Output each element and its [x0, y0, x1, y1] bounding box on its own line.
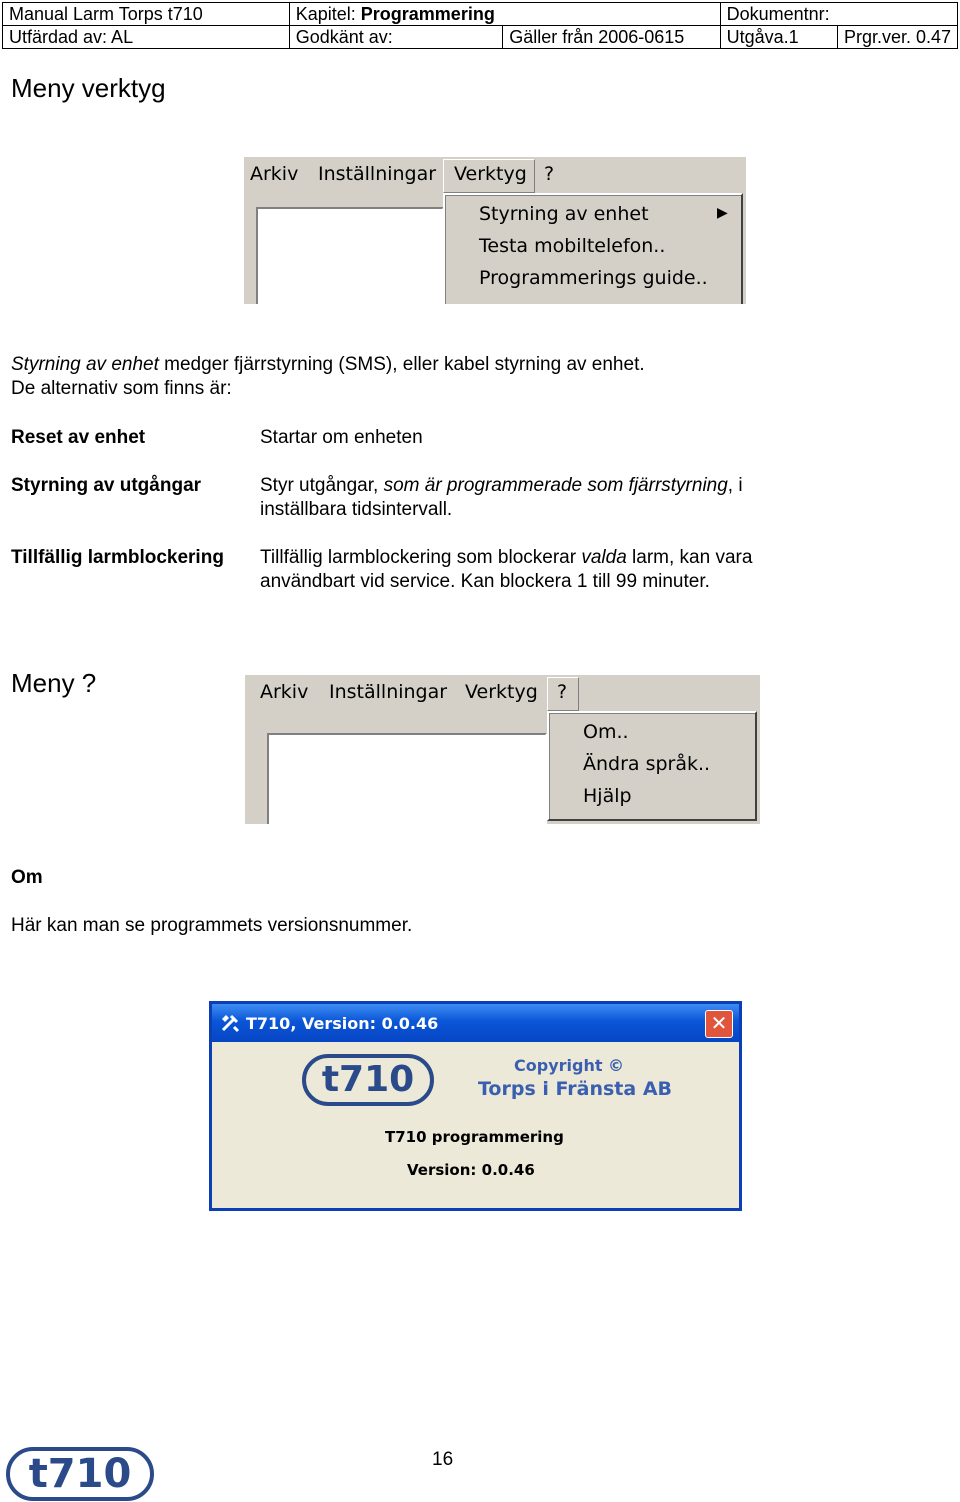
tools-icon — [220, 1013, 240, 1033]
desc-blocking-line2: användbart vid service. Kan blockera 1 till 99 minuter. — [260, 571, 710, 592]
valid-from: Gäller från 2006-0615 — [503, 26, 720, 49]
page-number: 16 — [432, 1449, 454, 1470]
desc-blocking-italic: valda — [581, 547, 627, 568]
program-name: T710 programmering — [385, 1128, 564, 1146]
footer-logo: t710 — [6, 1447, 154, 1501]
issued-by: Utfärdad av: AL — [3, 26, 290, 49]
content-area-2 — [267, 733, 547, 824]
menu-item-om[interactable]: Om.. — [583, 721, 629, 743]
company-name: Torps i Fränsta AB — [478, 1078, 673, 1100]
menu-arkiv[interactable]: Arkiv — [250, 163, 299, 185]
menu-verktyg[interactable]: Verktyg — [454, 163, 527, 185]
program-version: Prgr.ver. 0.47 — [837, 26, 957, 49]
desc-blocking-line1 — [260, 546, 752, 570]
about-title: T710, Version: 0.0.46 — [246, 1014, 439, 1033]
document-header — [2, 2, 958, 49]
approved-by: Godkänt av: — [289, 26, 502, 49]
term-blocking: Tillfällig larmblockering — [11, 547, 224, 568]
menu-item-guide[interactable]: Programmerings guide.. — [479, 267, 708, 289]
submenu-arrow-icon: ▶ — [717, 205, 728, 221]
desc-reset: Startar om enheten — [260, 427, 423, 448]
tools-menu-screenshot — [244, 157, 746, 304]
tools-dropdown — [443, 193, 743, 304]
desc-blocking-a: Tillfällig larmblockering som blockerar — [260, 547, 582, 568]
intro-line1 — [11, 353, 645, 377]
desc-blocking-b: larm, kan vara — [626, 547, 753, 568]
term-outputs: Styrning av utgångar — [11, 475, 202, 496]
edition: Utgåva.1 — [720, 26, 837, 49]
menu-item-sprak[interactable]: Ändra språk.. — [583, 753, 711, 775]
desc-outputs-italic: som är programmerade som fjärrstyrning — [383, 475, 728, 496]
menu-item-styrning[interactable]: Styrning av enhet — [479, 203, 649, 225]
menu-installningar-2[interactable]: Inställningar — [329, 681, 448, 703]
desc-outputs-a: Styr utgångar, — [260, 475, 384, 496]
menu-verktyg-2[interactable]: Verktyg — [465, 681, 538, 703]
copyright-text: Copyright © — [514, 1056, 625, 1075]
intro-line2: De alternativ som finns är: — [11, 378, 232, 399]
om-heading: Om — [11, 867, 43, 888]
desc-outputs-b: , i — [727, 475, 743, 496]
desc-outputs-line1 — [260, 474, 743, 498]
term-reset: Reset av enhet — [11, 427, 146, 448]
menu-item-hjalp[interactable]: Hjälp — [583, 785, 632, 807]
desc-outputs-line2: inställbara tidsintervall. — [260, 499, 453, 520]
help-dropdown — [547, 711, 757, 821]
intro-rest: medger fjärrstyrning (SMS), eller kabel styrning av enhet. — [158, 354, 645, 375]
help-menu-screenshot — [245, 675, 760, 824]
about-dialog — [209, 1001, 742, 1211]
chapter-label: Kapitel: — [295, 4, 361, 24]
menu-installningar[interactable]: Inställningar — [318, 163, 437, 185]
close-button[interactable]: ✕ — [705, 1010, 733, 1038]
chapter-cell — [289, 3, 720, 26]
menu-item-testa[interactable]: Testa mobiltelefon.. — [479, 235, 666, 257]
section-title-tools: Meny verktyg — [11, 73, 166, 103]
about-version: Version: 0.0.46 — [407, 1161, 535, 1179]
section-title-help: Meny ? — [11, 668, 97, 698]
manual-name: Manual Larm Torps t710 — [3, 3, 290, 26]
about-titlebar — [212, 1004, 739, 1042]
t710-logo: t710 — [302, 1054, 434, 1106]
chapter-value: Programmering — [360, 4, 495, 24]
menu-help-2[interactable]: ? — [557, 681, 568, 703]
intro-italic: Styrning av enhet — [11, 354, 159, 375]
content-area — [256, 207, 444, 304]
om-text: Här kan man se programmets versionsnummer. — [11, 915, 413, 936]
menu-help[interactable]: ? — [544, 163, 555, 185]
document-number: Dokumentnr: — [720, 3, 957, 26]
menu-arkiv-2[interactable]: Arkiv — [260, 681, 309, 703]
